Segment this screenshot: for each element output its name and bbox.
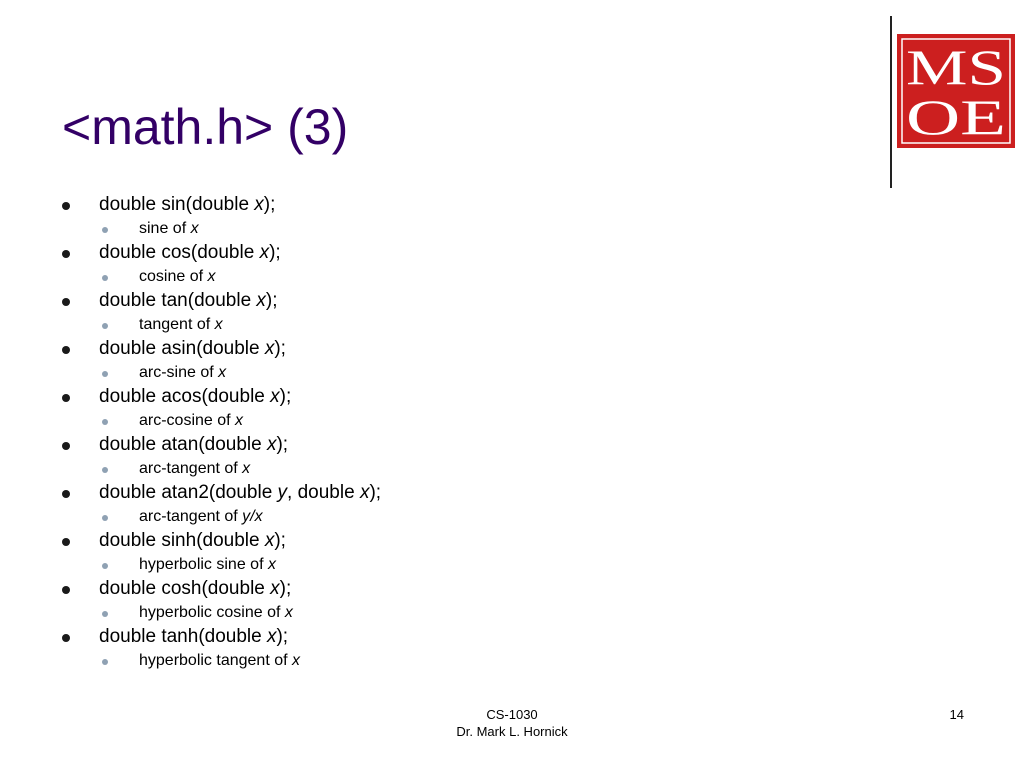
text-segment: double sin(double [99, 194, 255, 215]
logo-line1: MS [906, 39, 1006, 95]
bullet-sinh [0, 529, 381, 553]
msoe-logo [897, 34, 1015, 148]
text-segment: double cos(double [99, 242, 260, 263]
bullet-atan2 [0, 481, 381, 505]
variable-text: x [270, 578, 280, 599]
variable-text: x [266, 626, 277, 647]
bullet-dot [62, 202, 70, 210]
text-segment: ); [269, 242, 281, 263]
text-segment: ); [276, 434, 289, 455]
bullet-asin [0, 337, 381, 361]
bullet-list [0, 193, 381, 673]
text-segment: , double [287, 482, 360, 503]
bullet-dot [62, 490, 70, 498]
variable-text: x [264, 338, 275, 359]
bullet-cosh [0, 577, 381, 601]
bullet-dot [62, 346, 70, 354]
variable-text: x [284, 604, 293, 621]
bullet-tanh-description [0, 649, 381, 673]
sub-bullet-dot [102, 227, 108, 233]
footer-author: Dr. Mark L. Hornick [456, 724, 568, 739]
text-segment: double tanh(double [99, 626, 267, 647]
sub-bullet-dot [102, 323, 108, 329]
header-divider [890, 16, 892, 188]
sub-bullet-dot [102, 659, 108, 665]
bullet-atan-description [0, 457, 381, 481]
text-segment: ); [274, 530, 286, 551]
variable-text: x [214, 316, 223, 333]
bullet-dot [62, 634, 70, 642]
text-segment: ); [276, 626, 289, 647]
bullet-dot [62, 394, 70, 402]
variable-text: x [254, 194, 264, 215]
sub-bullet-dot [102, 611, 108, 617]
text-segment: double sinh(double [99, 530, 265, 551]
text-segment: double atan2(double [99, 482, 278, 503]
variable-text: x [259, 242, 270, 263]
bullet-cos [0, 241, 381, 265]
slide-number: 14 [949, 707, 964, 722]
variable-text: x [267, 556, 276, 573]
sub-bullet-dot [102, 563, 108, 569]
text-segment: arc-tangent of [139, 460, 243, 477]
variable-text: x [235, 412, 244, 429]
text-segment: hyperbolic sine of [139, 556, 268, 573]
bullet-tan-description [0, 313, 381, 337]
bullet-acos [0, 385, 381, 409]
slide-title: <math.h> (3) [62, 99, 349, 155]
text-segment: ); [274, 338, 286, 359]
text-segment: ); [265, 290, 278, 311]
bullet-sin-description [0, 217, 381, 241]
variable-text: x [242, 460, 251, 477]
bullet-sinh-description [0, 553, 381, 577]
bullet-atan2-description [0, 505, 381, 529]
text-segment: arc-sine of [139, 364, 219, 381]
sub-bullet-dot [102, 515, 108, 521]
text-segment: ); [279, 386, 292, 407]
bullet-dot [62, 442, 70, 450]
sub-bullet-dot [102, 371, 108, 377]
text-segment: ); [279, 578, 292, 599]
text-segment: ); [369, 482, 382, 503]
variable-text: x [292, 652, 300, 669]
bullet-dot [62, 250, 70, 258]
variable-text: x [264, 530, 275, 551]
text-segment: cosine of [139, 268, 208, 285]
variable-text: x [190, 220, 199, 237]
sub-bullet-dot [102, 419, 108, 425]
bullet-dot [62, 298, 70, 306]
bullet-asin-description [0, 361, 381, 385]
bullet-cos-description [0, 265, 381, 289]
bullet-dot [62, 586, 70, 594]
footer-center [412, 706, 612, 740]
variable-text: x [270, 386, 280, 407]
text-segment: hyperbolic cosine of [139, 604, 285, 621]
sub-bullet-dot [102, 467, 108, 473]
text-segment: double tan(double [99, 290, 257, 311]
text-segment: ); [263, 194, 276, 215]
text-segment: hyperbolic tangent of [139, 652, 292, 669]
variable-text: x [359, 482, 370, 503]
bullet-dot [62, 538, 70, 546]
bullet-tanh [0, 625, 381, 649]
variable-text: x [207, 268, 216, 285]
text-segment: arc-tangent of [139, 508, 243, 525]
text-segment: double cosh(double [99, 578, 271, 599]
bullet-tan [0, 289, 381, 313]
variable-text: x [256, 290, 266, 311]
bullet-sin [0, 193, 381, 217]
variable-text: y/x [242, 508, 263, 525]
text-segment: arc-cosine of [139, 412, 236, 429]
text-segment: double asin(double [99, 338, 265, 359]
bullet-acos-description [0, 409, 381, 433]
text-segment: tangent of [139, 316, 215, 333]
variable-text: y [277, 482, 288, 503]
footer-course: CS-1030 [486, 707, 538, 722]
logo-line2: OE [906, 89, 1006, 145]
bullet-cosh-description [0, 601, 381, 625]
bullet-atan [0, 433, 381, 457]
text-segment: sine of [139, 220, 191, 237]
variable-text: x [218, 364, 227, 381]
text-segment: double acos(double [99, 386, 271, 407]
variable-text: x [266, 434, 277, 455]
sub-bullet-dot [102, 275, 108, 281]
text-segment: double atan(double [99, 434, 267, 455]
